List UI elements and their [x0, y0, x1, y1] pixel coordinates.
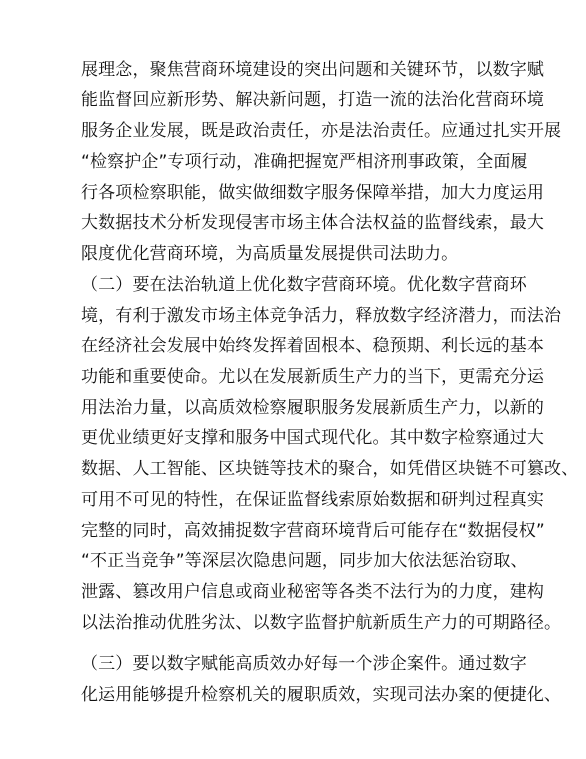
- text-line: （三）要以数字赋能高质效办好每一个涉企案件。通过数字: [81, 654, 527, 674]
- text-line: “不正当竞争”等深层次隐患问题，同步加大依法惩治窃取、: [81, 551, 528, 571]
- text-line: 在经济社会发展中始终发挥着固根本、稳预期、利长远的基本: [81, 336, 545, 356]
- text-line: 泄露、篡改用户信息或商业秘密等各类不法行为的力度，建构: [81, 582, 545, 602]
- text-line: 更优业绩更好支撑和服务中国式现代化。其中数字检察通过大: [81, 428, 545, 448]
- text-line: 数据、人工智能、区块链等技术的聚合，如凭借区块链不可篡改、: [81, 459, 579, 479]
- text-line: 功能和重要使命。尤以在发展新质生产力的当下，更需充分运: [81, 367, 545, 387]
- text-line: 展理念，聚焦营商环境建设的突出问题和关键环节，以数字赋: [81, 60, 545, 80]
- text-line: 化运用能够提升检察机关的履职质效，实现司法办案的便捷化、: [81, 685, 562, 705]
- text-line: （二）要在法治轨道上优化数字营商环境。优化数字营商环: [81, 275, 527, 295]
- text-line: 行各项检察职能，做实做细数字服务保障举措，加大力度运用: [81, 183, 545, 203]
- text-line: “检察护企”专项行动，准确把握宽严相济刑事政策，全面履: [81, 152, 528, 172]
- text-line: 以法治推动优胜劣汰、以数字监督护航新质生产力的可期路径。: [81, 613, 562, 633]
- text-line: 能监督回应新形势、解决新问题，打造一流的法治化营商环境: [81, 90, 545, 110]
- text-line: 限度优化营商环境，为高质量发展提供司法助力。: [81, 244, 459, 264]
- text-line: 完整的同时，高效捕捉数字营商环境背后可能存在“数据侵权”: [81, 521, 545, 541]
- text-line: 用法治力量，以高质效检察履职服务发展新质生产力，以新的: [81, 398, 545, 418]
- text-line: 服务企业发展，既是政治责任，亦是法治责任。应通过扎实开展: [81, 121, 562, 141]
- text-line: 境，有利于激发市场主体竞争活力，释放数字经济潜力，而法治: [81, 306, 562, 326]
- text-line: 大数据技术分析发现侵害市场主体合法权益的监督线索，最大: [81, 213, 545, 233]
- text-line: 可用不可见的特性，在保证监督线索原始数据和研判过程真实: [81, 490, 545, 510]
